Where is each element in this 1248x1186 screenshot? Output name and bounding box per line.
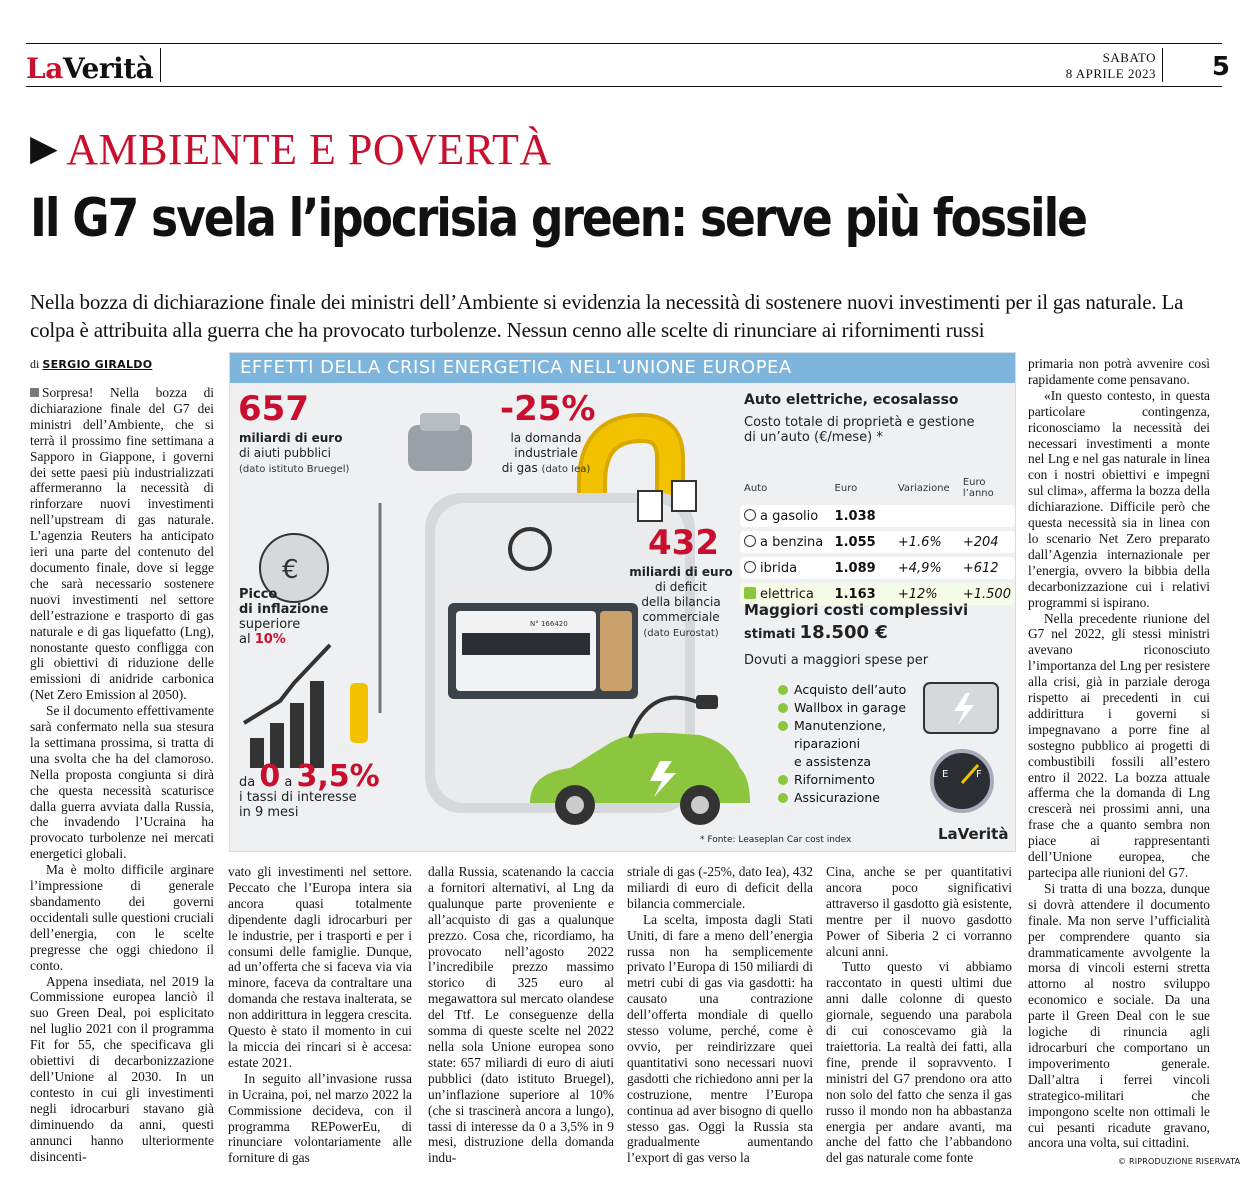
- paragraph: Ma è molto difficile arginare l’impressione di generale sbandamento dei governi occidentali sulle questioni cruciali dell’energia, con le scelte pregresse che oggi chiedono il conto.: [30, 862, 214, 973]
- regulator-body: [408, 425, 472, 471]
- list-item: Rifornimento: [778, 771, 906, 789]
- masthead-bottom-rule: [26, 86, 1222, 87]
- masthead-divider: [160, 48, 161, 82]
- table-row: [740, 531, 1015, 553]
- var-cell: [894, 505, 959, 527]
- top-rule: [26, 43, 1222, 44]
- auto-type: a gasolio: [740, 505, 831, 527]
- auto-type: ibrida: [740, 557, 831, 579]
- paragraph: vato gli investimenti nel settore. Peccato che l’Europa intera sia ancora quasi totalmente dipendente dagli idrocarburi per le industrie, per i trasporti e per i consumi delle famiglie. Dunque, ad un’offerta che si faceva via via minore, faceva da contraltare una domanda che restava inalterata, se non addirittura in leggera crescita. Questo è stato il momento in cui la miccia dei rincari si è accesa: estate 2021.: [228, 864, 412, 1070]
- paragraph: Se il documento effettivamente sarà confermato nella sua stesura la settimana prossima, si tratta di una svolta che ha del clamoroso. Nella proposta congiunta si dirà che questa necessità scaturisce dalla guerra avviata dalla Russia, che invadendo l’Ucraina ha provocato turbolenze nei mercati energetici globali.: [30, 703, 214, 862]
- plug-icon: [696, 695, 718, 709]
- section-kicker: ▶ AMBIENTE E POVERTÀ: [30, 125, 552, 174]
- article-column-6: [1028, 356, 1210, 1151]
- stat-657-value: 657: [238, 389, 309, 429]
- list-item: Wallbox in garage: [778, 699, 906, 717]
- col-header: Euro l’anno: [962, 477, 994, 499]
- circle-icon: [744, 509, 756, 521]
- year-cell: +204: [962, 534, 999, 550]
- stat-inflation-label: Picco di inflazione superiore al 10%: [239, 587, 329, 647]
- euro-cell: 1.055: [834, 534, 876, 550]
- infographic-source: * Fonte: Leaseplan Car cost index: [700, 835, 852, 845]
- car-hub-front: [566, 796, 584, 814]
- paragraph: Appena insediata, nel 2019 la Commissione europea lanciò il suo Green Deal, poi esplicitato nel luglio 2021 con il programma Fit for 55, che specificava gli obiettivi di decarbonizzazione dell’Unione al 2030. In un contesto in cui gli investimenti negli idrocarburi stavano già diminuendo da anni, questi annunci hanno ulteriormente disincenti-: [30, 973, 214, 1164]
- year-cell: [959, 505, 1015, 527]
- table-subtitle: Costo totale di proprietà e gestione di un’auto (€/mese) *: [744, 415, 975, 445]
- infographic: [229, 352, 1016, 852]
- table-row: [740, 505, 1015, 527]
- yellow-valve: [350, 683, 368, 743]
- meter-counter: [462, 633, 590, 655]
- battery-gauge-illustration: [918, 673, 1008, 813]
- stat-432-value: 432: [648, 523, 719, 563]
- document-percent-icon: [638, 491, 662, 521]
- col-header: Auto: [744, 482, 768, 494]
- paragraph: Si tratta di una bozza, dunque si dovrà attendere il documento finale. Ma non serve l’ufficialità per comprendere quanto sia drammaticamente avvolgente la morsa di vincoli esterni stretta attorno al nostro sviluppo economico e sociale. Da una parte il Green Deal con le sue logiche di rinuncia agli idrocarburi che comportano un impoverimento generale. Dall’altra i ferrei vincoli strategico-militari che impongono scelte non ottimali le cui pesanti ricadute gravano, ancora una volta, sui cittadini.: [1028, 880, 1210, 1151]
- costs-bullets: [778, 681, 906, 807]
- table-header-row: [740, 475, 1015, 501]
- paragraph: striale di gas (-25%, dato Iea), 432 miliardi di euro di deficit della bilancia commerciale.: [627, 864, 813, 911]
- paragraph: In seguito all’invasione russa in Ucraina, poi, nel marzo 2022 la Commissione decideva, con il programma REPowerEu, di rinunciare volontariamente alle forniture di gas: [228, 1070, 412, 1166]
- paragraph: La scelta, imposta dagli Stati Uniti, di fare a meno dell’energia russa non ha semplicemente privato l’Europa di 150 miliardi di metri cubi di gas via gasdotti: ha causato una contrazione dell’offerta mondiale di quello stesso volume, perché, come è ovvio, per reindirizzare quei quantitativi sono necessari nuovi gasdotti che richiedono anni per la costruzione, mentre l’Europa continua ad aver bisogno di quello stesso gas. Oggi la Russia sta gradualmente aumentando l’export di gas verso la: [627, 911, 813, 1166]
- byline: di SERGIO GIRALDO: [30, 357, 153, 371]
- stat-25-value: -25%: [500, 389, 596, 429]
- triangle-arrow-icon: ▶: [30, 128, 59, 168]
- article-column-1: [30, 385, 214, 1164]
- stat-interest-label: da 0 a 3,5% i tassi di interesse in 9 mesi: [239, 759, 380, 820]
- paragraph: Cina, anche se per quantitativi ancora poco significativi attraverso il gasdotto già esistente, mentre per il nuovo gasdotto Power of Siberia 2 ci vorranno alcuni anni.: [826, 864, 1012, 959]
- meter-label: N° 166420: [530, 620, 568, 628]
- paragraph: «In questo contesto, in questa particolare contingenza, riconosciamo la necessità dei necessari investimenti a monte nel Lng e nel gas naturale in linea con i nostri obiettivi e impegni sul clima», afferma la bozza della dichiarazione. Difficile però che questa necessità sia in linea con lo scenario Net Zero preparato dall’Agenzia internazionale per l’energia, ovvero la bibbia della decarbonizzazione cui i relativi programmi si ispirano.: [1028, 387, 1210, 610]
- paragraph: dalla Russia, scatenando la caccia a fornitori alternativi, al Lng da qualunque parte proveniente e all’acquisto di gas a qualunque prezzo. Cosa che, ricordiamo, ha provocato nell’agosto 2022 l’incredibile prezzo massimo storico di 325 euro al megawattora sul mercato olandese del Ttf. Le conseguenze della somma di queste scelte nel 2022 nella sola Unione europea sono state: 657 miliardi di euro di aiuti pubblici (dato istituto Bruegel), un’inflazione superiore al 10% (che si trascinerà ancora a lungo), tassi di interesse da 0 a 3,5% in 9 mesi, distruzione della domanda indu-: [428, 864, 614, 1166]
- list-item: Manutenzione, riparazioni e assistenza: [778, 717, 906, 771]
- gauge-e-label: E: [942, 769, 949, 780]
- infographic-title: EFFETTI DELLA CRISI ENERGETICA NELL’UNIONE EUROPEA: [230, 353, 1016, 383]
- green-square-icon: [744, 587, 756, 599]
- paragraph: primaria non potrà avvenire così rapidamente come pensavano.: [1028, 356, 1210, 387]
- euro-cell: 1.038: [834, 508, 876, 524]
- paragraph: Sorpresa! Nella bozza di dichiarazione finale del G7 dei ministri dell’Ambiente, che si terrà il prossimo fine settimana a Sapporo in Giappone, i governi dei sette paesi più industrializzati affermeranno la necessità di rinforzare nuovi investimenti nell’upstream di gas naturale. L’agenzia Reuters ha anticipato ieri una parte del contenuto del documento finale, dove si legge che sarà necessario sostenere nuovi investimenti nel settore dell’estrazione e trasporto di gas naturale e di gas liquefatto (Lng), nonostante questo confligga con gli obiettivi di riduzione delle emissioni di anidride carbonica (Net Zero Emission al 2050).: [30, 385, 214, 703]
- var-cell: +12%: [894, 583, 959, 605]
- article-column-3: [428, 864, 614, 1166]
- auto-type: elettrica: [740, 583, 831, 605]
- table-title: Auto elettriche, ecosalasso: [744, 392, 959, 408]
- costs-amount: stimati 18.500 €: [744, 622, 888, 643]
- copyright-note: © RIPRODUZIONE RISERVATA: [1118, 1157, 1241, 1166]
- article-column-2: [228, 864, 412, 1166]
- auto-type: a benzina: [740, 531, 831, 553]
- stat-657-label: miliardi di euro di aiuti pubblici (dato istituto Bruegel): [239, 431, 350, 475]
- cost-table: [740, 471, 1015, 609]
- euro-cell: 1.089: [834, 560, 876, 576]
- paragraph: Tutto questo vi abbiamo raccontato in questi ultimi due anni dalle colonne di questo giornale, seguendo una parabola di cui conoscevamo già la traiettoria. La realtà dei fatti, alla fine, prende il sopravvento. I ministri del G7 prendono ora atto non solo del fatto che senza il gas russo il mondo non ha abbastanza energia per andare avanti, ma anche del fatto che l’abbandono del gas naturale come fonte: [826, 959, 1012, 1166]
- list-item: Assicurazione: [778, 789, 906, 807]
- headline: Il G7 svela l’ipocrisia green: serve più fossile: [30, 188, 1087, 249]
- regulator-cap: [420, 413, 460, 431]
- stat-432-label: miliardi di euro di deficit della bilancia commerciale (dato Eurostat): [629, 565, 733, 639]
- date: 8 APRILE 2023: [1065, 66, 1156, 81]
- stat-25-label: la domanda industriale di gas (dato Iea): [501, 431, 591, 475]
- circle-icon: [744, 561, 756, 573]
- article-column-4: [627, 864, 813, 1166]
- document-percent-icon: [672, 481, 696, 511]
- circle-icon: [744, 535, 756, 547]
- car-hub-rear: [691, 796, 709, 814]
- growth-bar-icon: [310, 681, 324, 768]
- col-header: Variazione: [897, 482, 950, 494]
- euro-cell: 1.163: [831, 583, 894, 605]
- table-row: [740, 557, 1015, 579]
- col-header: Euro: [834, 482, 858, 494]
- masthead-divider-right: [1162, 48, 1163, 82]
- year-cell: +1.500: [959, 583, 1015, 605]
- year-cell: +612: [962, 560, 999, 576]
- costs-sub: Dovuti a maggiori spese per: [744, 653, 929, 668]
- var-cell: +4,9%: [897, 560, 942, 576]
- date-day: SABATO: [1102, 50, 1156, 65]
- page-number: 5: [1211, 52, 1230, 82]
- list-item: Acquisto dell’auto: [778, 681, 906, 699]
- lead-square-icon: [30, 388, 39, 397]
- var-cell: +1.6%: [897, 534, 942, 550]
- article-column-5: [826, 864, 1012, 1166]
- newspaper-logo: LaVerità: [26, 52, 154, 85]
- euro-symbol-icon: €: [282, 555, 299, 585]
- paragraph: Nella precedente riunione del G7 nel 2022, gli stessi ministri avevano riconosciuto l’importanza del Lng per resistere alla crisi, già in parziale deroga rispetto ai precedenti in cui addirittura i governi si impegnavano a porre fine al sostegno pubblico ai progetti di combustibili fossili all’estero entro il 2022. La bozza attuale afferma che la domanda di Lng crescerà nei prossimi anni, una frase che a quanto sembra non piace ai rappresentanti dell’Unione europea, che partecipa alle riunioni del G7.: [1028, 610, 1210, 880]
- costs-title: Maggiori costi complessivi: [744, 601, 969, 619]
- infographic-logo: LaVerità: [938, 825, 1009, 843]
- gauge-f-label: F: [976, 769, 982, 780]
- subheadline: Nella bozza di dichiarazione finale dei ministri dell’Ambiente si evidenzia la necessità di sostenere nuovi investimenti per il gas naturale. La colpa è attribuita alla guerra che ha provocato turbolenze. Nessun cenno alle scelte di rinunciare ai rifornimenti russi: [30, 290, 1184, 342]
